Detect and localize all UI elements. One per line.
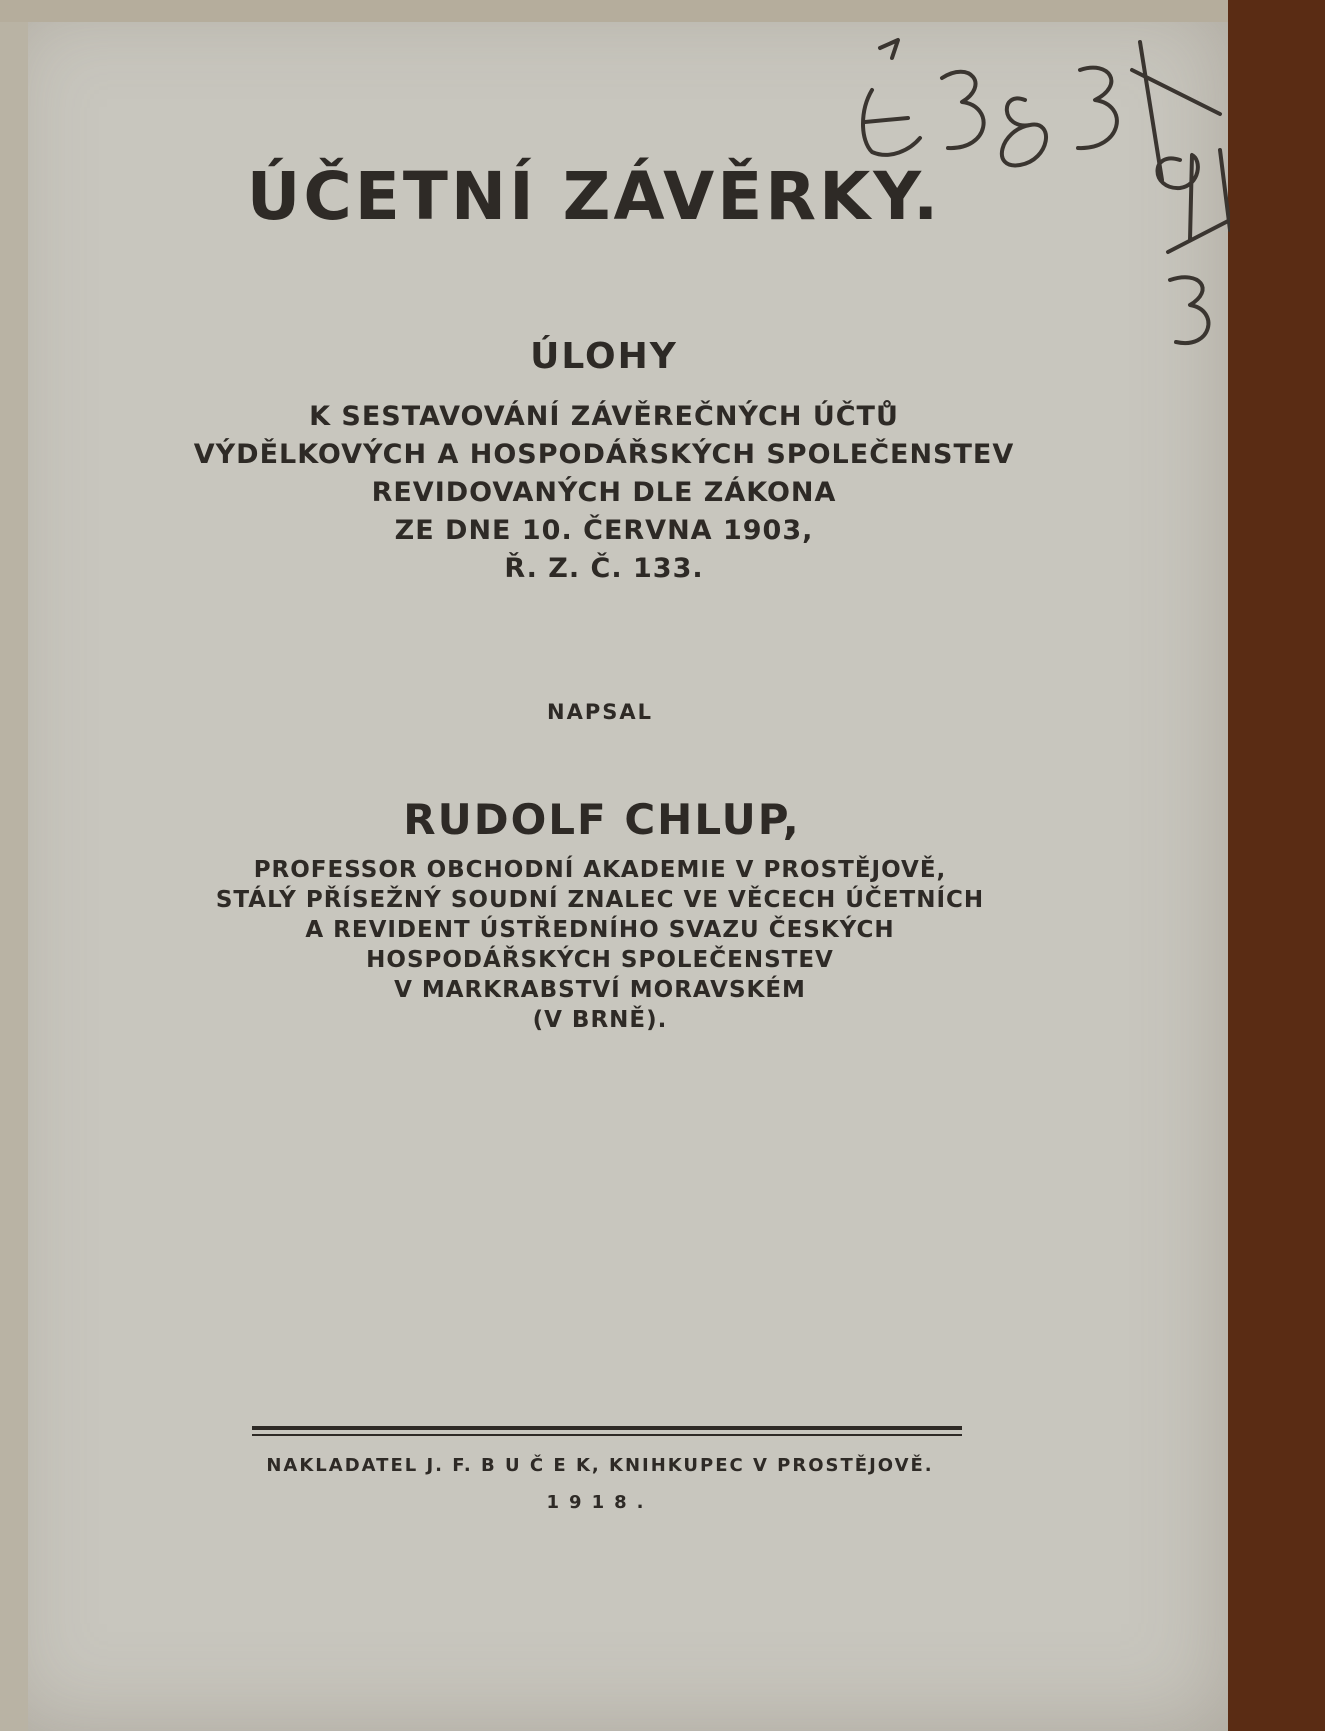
author-name: RUDOLF CHLUP, xyxy=(403,795,801,844)
author-line: A REVIDENT ÚSTŘEDNÍHO SVAZU ČESKÝCH xyxy=(305,917,895,943)
author-description xyxy=(0,855,1214,1035)
publisher-line: NAKLADATEL J. F. B U Č E K, KNIHKUPEC V PROSTĚJOVĚ. xyxy=(266,1455,934,1476)
subtitle-line: Ř. Z. Č. 133. xyxy=(504,553,704,584)
author-line: PROFESSOR OBCHODNÍ AKADEMIE V PROSTĚJOVĚ, xyxy=(253,857,947,883)
publication-year: 1918. xyxy=(546,1492,654,1513)
author-line: V MARKRABSTVÍ MORAVSKÉM xyxy=(394,977,806,1003)
subtitle-heading: ÚLOHY xyxy=(530,336,678,377)
book-title: ÚČETNÍ ZÁVĚRKY. xyxy=(246,158,942,235)
byline: NAPSAL xyxy=(547,700,653,724)
subtitle-description xyxy=(0,398,1218,588)
publisher-rule-thin xyxy=(252,1434,962,1436)
author-line: HOSPODÁŘSKÝCH SPOLEČENSTEV xyxy=(366,947,834,973)
subtitle-line: K SESTAVOVÁNÍ ZÁVĚREČNÝCH ÚČTŮ xyxy=(309,401,899,432)
page-top-edge xyxy=(0,0,1228,22)
author-line: STÁLÝ PŘÍSEŽNÝ SOUDNÍ ZNALEC VE VĚCECH ÚČETNÍCH xyxy=(215,887,985,913)
publisher-rule-thick xyxy=(252,1426,962,1430)
subtitle-line: ZE DNE 10. ČERVNA 1903, xyxy=(394,515,814,546)
author-line: (V BRNĚ). xyxy=(532,1007,668,1033)
subtitle-line: REVIDOVANÝCH DLE ZÁKONA xyxy=(371,477,837,508)
subtitle-line: VÝDĚLKOVÝCH A HOSPODÁŘSKÝCH SPOLEČENSTEV xyxy=(193,439,1015,470)
